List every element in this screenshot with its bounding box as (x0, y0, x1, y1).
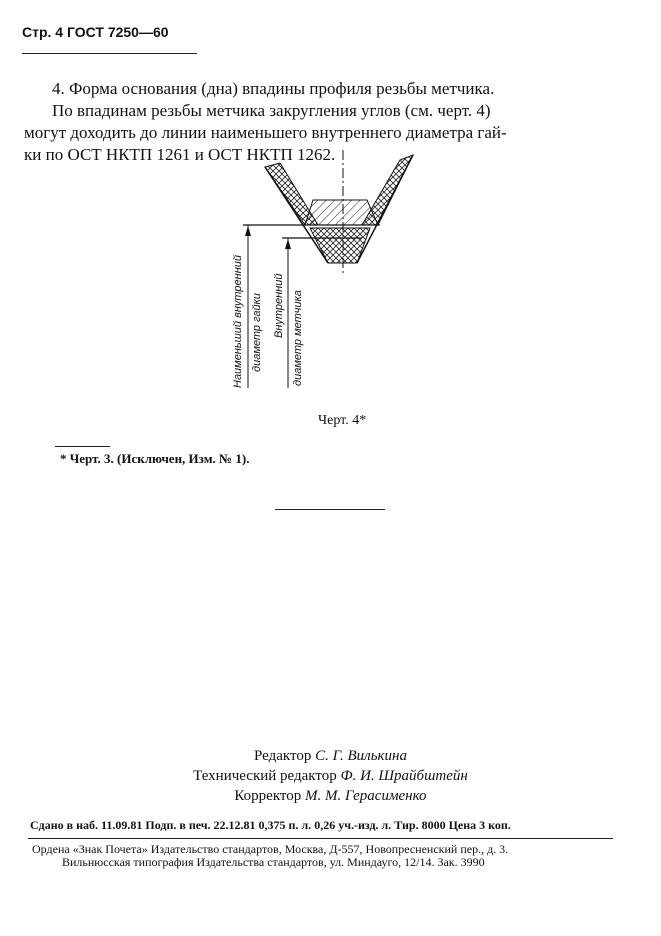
imprint-line: Сдано в наб. 11.09.81 Подп. в печ. 22.12.81 0,375 п. л. 0,26 уч.-изд. л. Тир. 8000 Цена 3 коп. (30, 818, 511, 832)
label-nut-a: Наименьший внутренний (232, 254, 244, 388)
role: Редактор (254, 748, 312, 764)
credit-tech-editor (0, 768, 661, 785)
paragraph-line: ки по ОСТ НКТП 1261 и ОСТ НКТП 1262. (24, 145, 336, 164)
credit-corrector (0, 788, 661, 805)
name: Ф. И. Шрайбштейн (340, 768, 468, 784)
name: С. Г. Вилькина (315, 748, 407, 764)
label-tap-b: диаметр метчика (292, 290, 304, 386)
name: М. М. Герасименко (305, 788, 427, 804)
role: Технический редактор (193, 768, 337, 784)
figure-caption: Черт. 4* (318, 413, 367, 428)
imprint-line: Ордена «Знак Почета» Издательство стандартов, Москва, Д-557, Новопресненский пер., д. 3. (32, 842, 509, 856)
label-nut-b: диаметр гайки (251, 293, 263, 372)
thread-profile-drawing (0, 0, 661, 420)
credit-editor (0, 748, 661, 765)
page-header: Стр. 4 ГОСТ 7250—60 (22, 24, 169, 40)
imprint-line: Вильнюсская типография Издательства стандартов, ул. Миндауго, 12/14. Зак. 3990 (62, 855, 485, 869)
role: Корректор (234, 788, 302, 804)
label-tap-a: Внутренний (273, 273, 285, 338)
section-rule (275, 509, 385, 510)
paragraph-line: По впадинам резьбы метчика закругления углов (см. черт. 4) (52, 101, 491, 120)
paragraph-line: могут доходить до линии наименьшего внутреннего диаметра гай- (24, 123, 507, 142)
section-heading: 4. Форма основания (дна) впадины профиля резьбы метчика. (52, 79, 495, 98)
imprint-rule (28, 838, 613, 839)
footnote: * Черт. 3. (Исключен, Изм. № 1). (60, 451, 250, 466)
footnote-rule (55, 446, 110, 447)
